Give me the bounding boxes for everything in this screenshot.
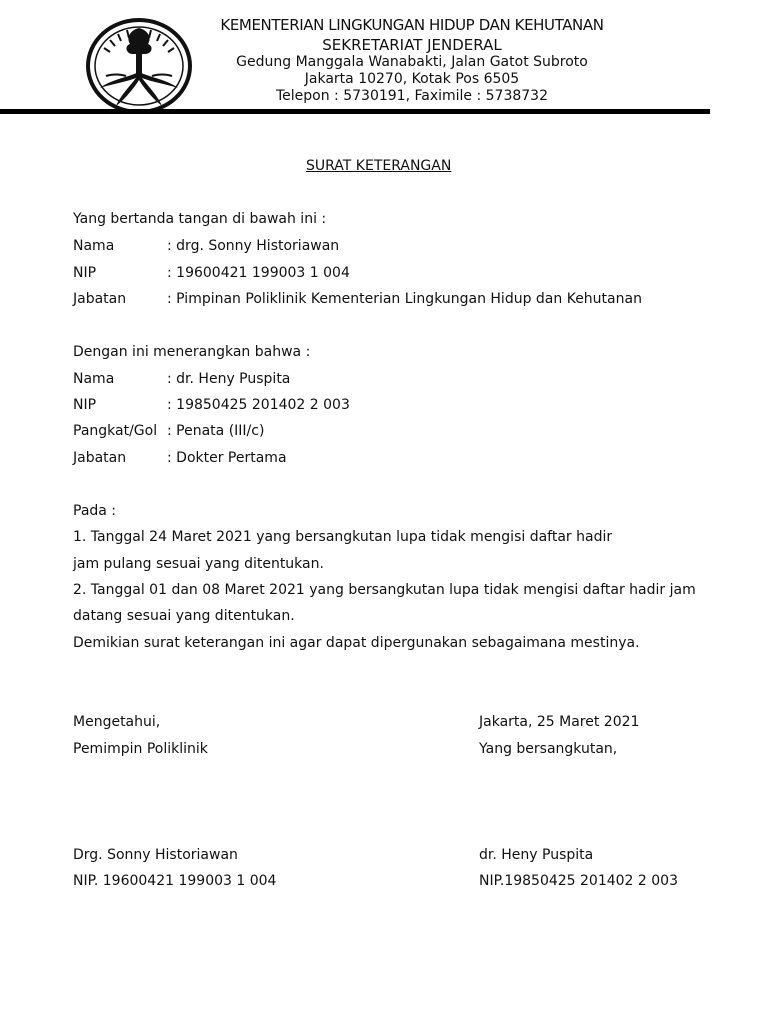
- item2-line1: 2. Tanggal 01 dan 08 Maret 2021 yang bersangkutan lupa tidak mengisi daftar hadir jam: [73, 582, 696, 598]
- right-sign-line2: Yang bersangkutan,: [479, 741, 618, 757]
- field-value: : drg. Sonny Historiawan: [167, 238, 340, 254]
- field-value: : Penata (III/c): [167, 423, 265, 439]
- right-sign-date: Jakarta, 25 Maret 2021: [479, 714, 640, 730]
- field-value: : 19850425 201402 2 003: [167, 397, 350, 413]
- item2-line2: datang sesuai yang ditentukan.: [73, 608, 295, 624]
- left-sign-nip: NIP. 19600421 199003 1 004: [73, 873, 277, 889]
- letterhead-divider: [0, 109, 710, 114]
- field-label: Jabatan: [73, 450, 127, 466]
- pada-label: Pada :: [73, 503, 117, 519]
- left-sign-line2: Pemimpin Poliklinik: [73, 741, 208, 757]
- field-label: Pangkat/Gol: [73, 423, 158, 439]
- address-phone: Telepon : 5730191, Faximile : 5738732: [275, 88, 548, 104]
- field-label: NIP: [73, 265, 97, 281]
- signer-intro: Yang bertanda tangan di bawah ini :: [73, 211, 327, 227]
- field-label: NIP: [73, 397, 97, 413]
- address-building: Gedung Manggala Wanabakti, Jalan Gatot Subroto: [236, 54, 588, 70]
- field-label: Nama: [73, 238, 115, 254]
- left-sign-line1: Mengetahui,: [73, 714, 161, 730]
- closing-text: Demikian surat keterangan ini agar dapat dipergunakan sebagaimana mestinya.: [73, 635, 640, 651]
- right-sign-nip: NIP.19850425 201402 2 003: [479, 873, 678, 889]
- item1-line2: jam pulang sesuai yang ditentukan.: [73, 556, 324, 572]
- ministry-logo-icon: [86, 18, 192, 114]
- left-sign-name: Drg. Sonny Historiawan: [73, 847, 238, 863]
- field-value: : dr. Heny Puspita: [167, 371, 291, 387]
- ministry-name: KEMENTERIAN LINGKUNGAN HIDUP DAN KEHUTANAN: [220, 16, 604, 34]
- subject-intro: Dengan ini menerangkan bahwa :: [73, 344, 311, 360]
- secretariat-name: SEKRETARIAT JENDERAL: [322, 36, 502, 54]
- field-value: : Pimpinan Poliklinik Kementerian Lingkungan Hidup dan Kehutanan: [167, 291, 642, 307]
- field-label: Jabatan: [73, 291, 127, 307]
- right-sign-name: dr. Heny Puspita: [479, 847, 594, 863]
- letter-title: SURAT KETERANGAN: [306, 158, 452, 174]
- address-city: Jakarta 10270, Kotak Pos 6505: [304, 71, 520, 87]
- field-value: : 19600421 199003 1 004: [167, 265, 350, 281]
- field-label: Nama: [73, 371, 115, 387]
- field-value: : Dokter Pertama: [167, 450, 287, 466]
- item1-line1: 1. Tanggal 24 Maret 2021 yang bersangkutan lupa tidak mengisi daftar hadir: [73, 529, 613, 545]
